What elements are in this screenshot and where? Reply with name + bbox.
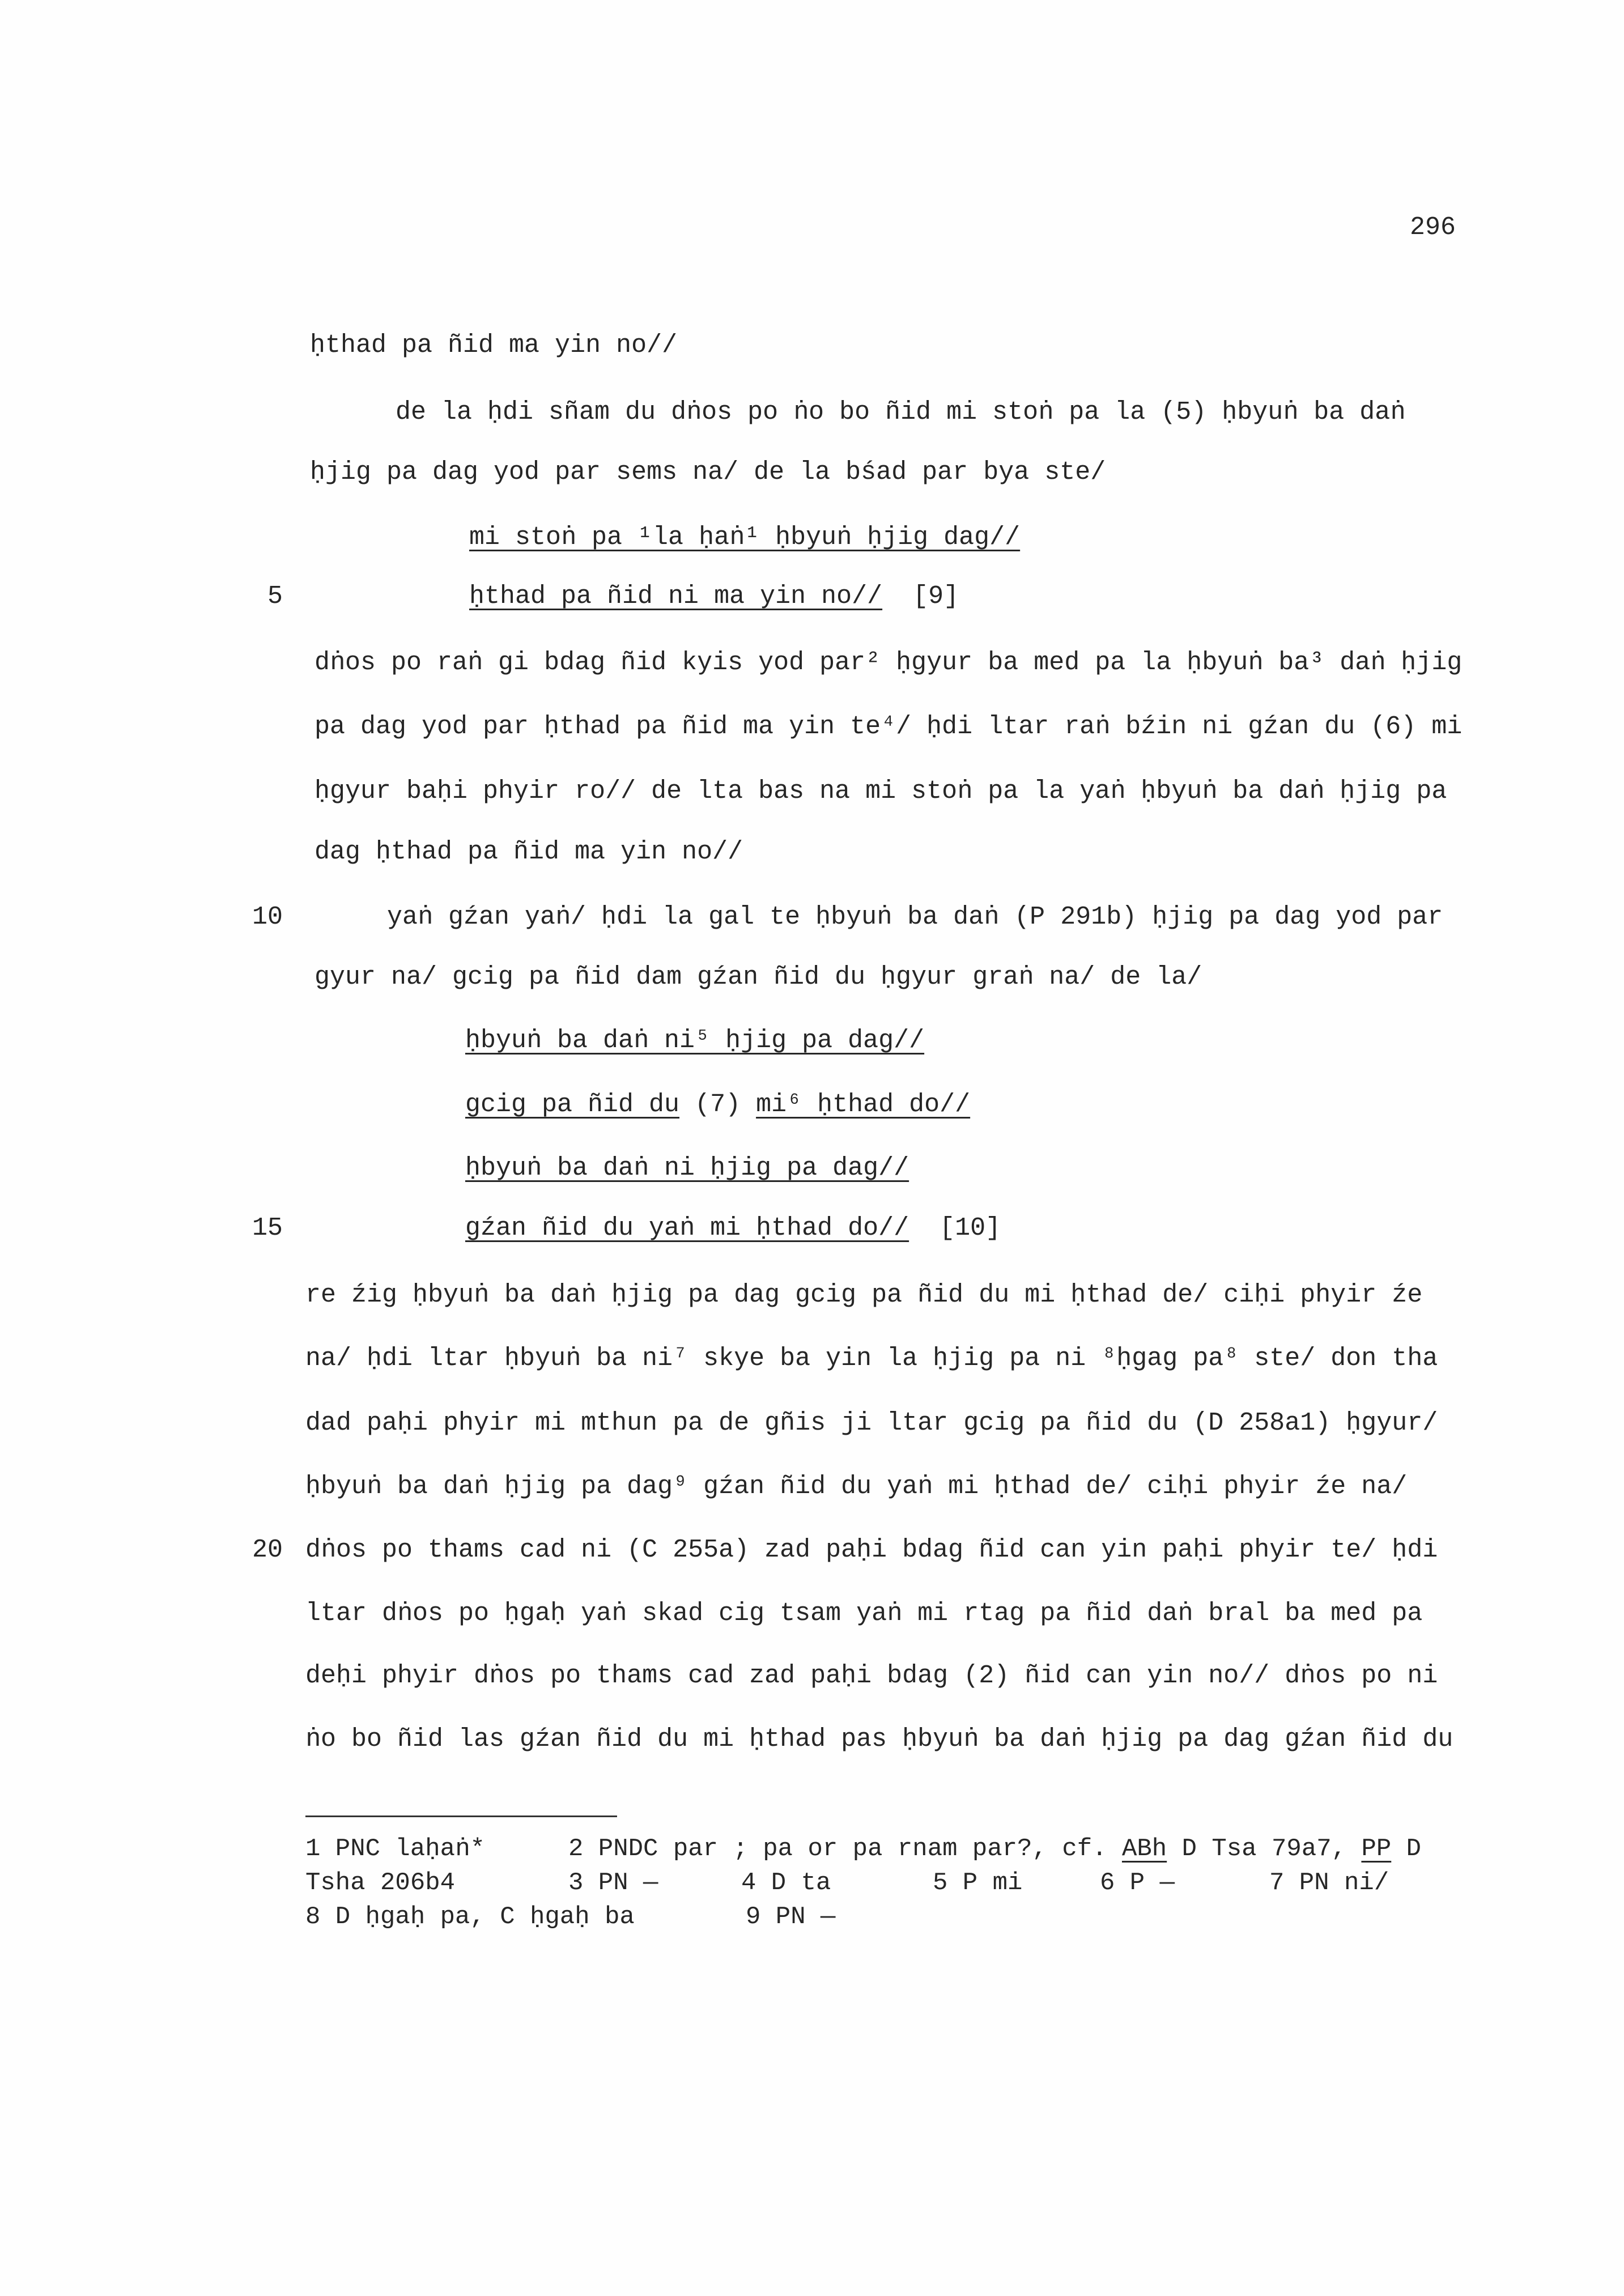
verse-line xyxy=(469,584,959,609)
text-line: yaṅ gźan yaṅ/ ḥdi la gal te ḥbyuṅ ba daṅ (P 291b) ḥjig pa dag yod par xyxy=(387,903,1443,932)
verse-text: mi⁶ ḥthad do// xyxy=(756,1090,971,1119)
text-line: re źig ḥbyuṅ ba daṅ ḥjig pa dag gcig pa ñid du mi ḥthad de/ ciḥi phyir źe xyxy=(305,1281,1423,1309)
footnote-text: D xyxy=(1391,1835,1422,1863)
footnote-text: 2 PNDC par ; pa or pa rnam par?, cf. xyxy=(568,1835,1122,1863)
verse-line xyxy=(465,1028,924,1053)
footnote-entry: 8 D ḥgaḥ pa, C ḥgaḥ ba xyxy=(305,1903,635,1931)
footnote-text: D Tsa 79a7, xyxy=(1167,1835,1362,1863)
footnote-entry: 9 PN — xyxy=(746,1903,836,1931)
verse-line xyxy=(465,1215,1001,1241)
text-line: ṅo bo ñid las gźan ñid du mi ḥthad pas ḥbyuṅ ba daṅ ḥjig pa dag gźan ñid du xyxy=(305,1725,1453,1754)
text-line: dṅos po thams cad ni (C 255a) zad paḥi bdag ñid can yin paḥi phyir te/ ḥdi xyxy=(305,1536,1438,1564)
verse-text: ḥbyuṅ ba daṅ ni⁵ ḥjig pa dag// xyxy=(465,1026,925,1055)
verse-text: ḥbyuṅ ba daṅ ni ḥjig pa dag// xyxy=(465,1154,909,1183)
text-line: de la ḥdi sñam du dṅos po ṅo bo ñid mi stoṅ pa la (5) ḥbyuṅ ba daṅ xyxy=(396,398,1406,427)
footnote-entry: 5 P mi xyxy=(933,1869,1023,1897)
verse-text: gcig pa ñid du xyxy=(465,1090,680,1119)
line-number: 5 xyxy=(267,582,283,611)
verse-line xyxy=(469,525,1020,550)
line-number: 10 xyxy=(252,903,283,932)
verse-reference: [9] xyxy=(882,582,959,611)
verse-text: mi stoṅ pa ¹la ḥaṅ¹ ḥbyuṅ ḥjig dag// xyxy=(469,523,1021,552)
text-line: gyur na/ gcig pa ñid dam gźan ñid du ḥgyur graṅ na/ de la/ xyxy=(314,963,1202,992)
text-line: na/ ḥdi ltar ḥbyuṅ ba ni⁷ skye ba yin la ḥjig pa ni ⁸ḥgag pa⁸ ste/ don tha xyxy=(305,1344,1438,1373)
footnote-rule xyxy=(305,1815,617,1817)
line-number: 15 xyxy=(252,1214,283,1243)
folio-marker: (7) xyxy=(679,1090,756,1119)
text-line: ltar dṅos po ḥgaḥ yaṅ skad cig tsam yaṅ mi rtag pa ñid daṅ bral ba med pa xyxy=(305,1599,1423,1628)
text-line: dṅos po raṅ gi bdag ñid kyis yod par² ḥgyur ba med pa la ḥbyuṅ ba³ daṅ ḥjig xyxy=(314,648,1463,677)
text-line: ḥgyur baḥi phyir ro// de lta bas na mi stoṅ pa la yaṅ ḥbyuṅ ba daṅ ḥjig pa xyxy=(314,777,1447,806)
page-number: 296 xyxy=(1410,213,1456,242)
text-line: pa dag yod par ḥthad pa ñid ma yin te⁴/ ḥdi ltar raṅ bźin ni gźan du (6) mi xyxy=(314,712,1463,741)
verse-text: ḥthad pa ñid ni ma yin no// xyxy=(469,582,883,611)
verse-line xyxy=(465,1155,909,1181)
footnote-entry: 3 PN — xyxy=(568,1869,658,1897)
text-line: ḥjig pa dag yod par sems na/ de la bśad par bya ste/ xyxy=(310,458,1106,487)
text-line: dad paḥi phyir mi mthun pa de gñis ji ltar gcig pa ñid du (D 258a1) ḥgyur/ xyxy=(305,1409,1438,1438)
verse-text: gźan ñid du yaṅ mi ḥthad do// xyxy=(465,1214,909,1243)
text-line: ḥthad pa ñid ma yin no// xyxy=(310,331,678,360)
verse-line xyxy=(465,1092,970,1117)
footnote-entry: 4 D ta xyxy=(741,1869,831,1897)
line-number: 20 xyxy=(252,1536,283,1564)
text-line: ḥbyuṅ ba daṅ ḥjig pa dag⁹ gźan ñid du yaṅ mi ḥthad de/ ciḥi phyir źe na/ xyxy=(305,1472,1408,1501)
verse-reference: [10] xyxy=(909,1214,1001,1243)
footnote-entry: Tsha 206b4 xyxy=(305,1869,456,1897)
footnote-entry: 6 P — xyxy=(1100,1869,1175,1897)
footnote-entry xyxy=(568,1836,1421,1861)
footnote-entry: 1 PNC laḥaṅ* xyxy=(305,1835,485,1863)
footnote-source: ABh xyxy=(1121,1835,1167,1863)
text-line: dag ḥthad pa ñid ma yin no// xyxy=(314,837,743,866)
footnote-source: PP xyxy=(1361,1835,1392,1863)
footnote-entry: 7 PN ni/ xyxy=(1269,1869,1389,1897)
text-line: deḥi phyir dṅos po thams cad zad paḥi bdag (2) ñid can yin no// dṅos po ni xyxy=(305,1661,1438,1690)
